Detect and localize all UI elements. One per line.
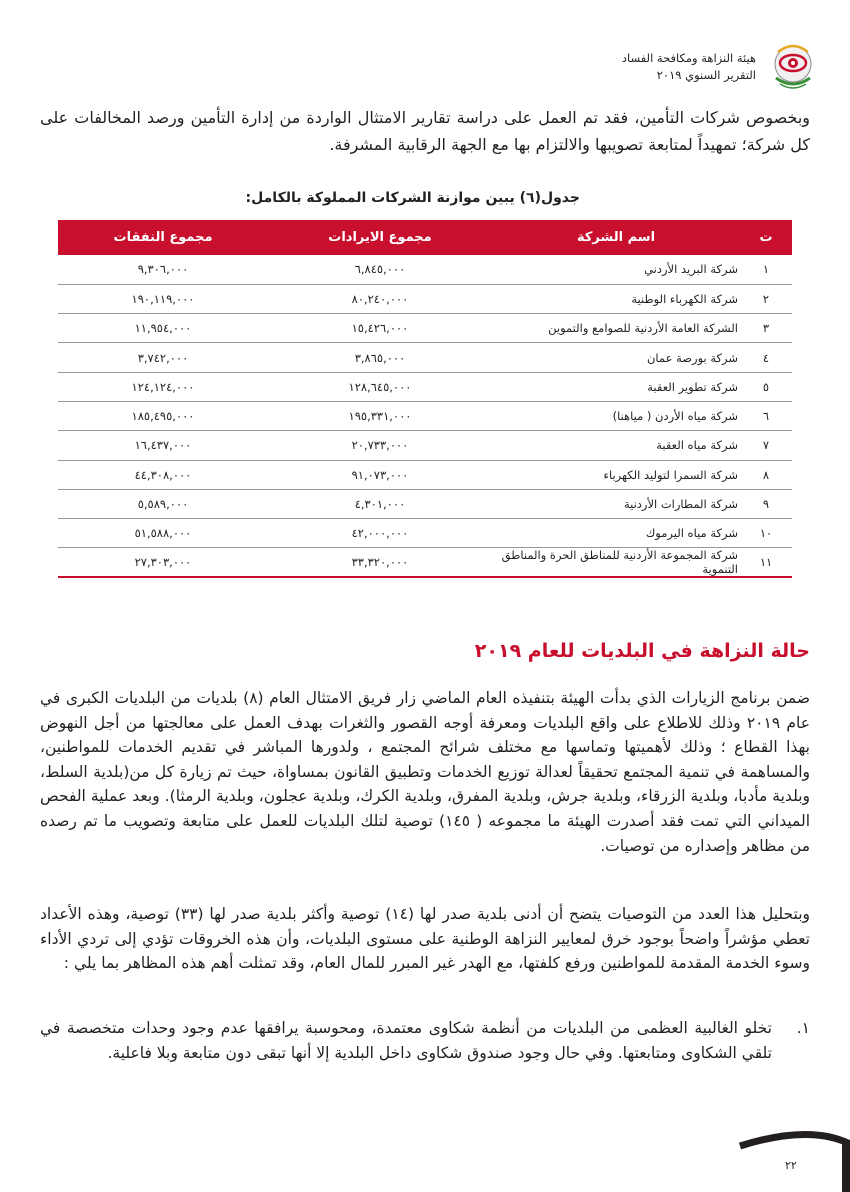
cell-number: ٩ (762, 497, 770, 512)
cell-revenue: ١٥,٤٢٦,٠٠٠ (351, 321, 409, 336)
report-title: التقرير السنوي ٢٠١٩ (656, 68, 756, 82)
cell-number: ١ (762, 262, 770, 277)
cell-expenses: ١٢٤,١٢٤,٠٠٠ (131, 379, 195, 394)
cell-company-name: شركة البريد الأردني (644, 262, 738, 277)
cell-expenses: ١٩٠,١١٩,٠٠٠ (131, 291, 195, 306)
cell-number: ٨ (762, 467, 770, 482)
commission-logo-icon (764, 38, 822, 96)
cell-company-name: شركة بورصة عمان (646, 350, 738, 365)
section-paragraph-2: وبتحليل هذا العدد من التوصيات يتضح أن أدنى بلدية صدر لها (١٤) توصية وأكثر بلدية صدر لها (٣٣) توصية، وهذه الأعداد تعطي مؤشراً واضحاً بوجود خرق لمعايير النزاهة الوطنية على مستوى البلديات، وأن هذه الخروقات تؤدي إلى تردي الأداء وسوء الخدمة المقدمة للمواطنين ورفع كلفتها، مع الهدر غير المبرر للمال العام، وقد تمثلت أهم هذه المظاهر بما يلي : (40, 905, 810, 973)
table-row (58, 401, 792, 430)
cell-company-name: شركة مياه الأردن ( مياهنا) (612, 409, 738, 424)
cell-number: ١٠ (759, 526, 773, 541)
cell-number: ٢ (762, 291, 770, 306)
cell-revenue: ١٩٥,٣٣١,٠٠٠ (348, 409, 412, 424)
column-header-revenue: مجموع الايرادات (328, 230, 432, 245)
table-row (58, 314, 792, 343)
list-item-number: ١. (796, 1019, 810, 1037)
table-row (58, 519, 792, 548)
cell-number: ٦ (762, 409, 770, 424)
cell-revenue: ٢٠,٧٣٣,٠٠٠ (351, 438, 409, 453)
section-title: حالة النزاهة في البلديات للعام ٢٠١٩ (474, 640, 810, 662)
table-row (58, 372, 792, 401)
section-paragraph-1: ضمن برنامج الزيارات الذي بدأت الهيئة بتنفيذه العام الماضي زار فريق الامتثال العام (٨) بلديات من البلديات الكبرى في عام ٢٠١٩ وذلك للاطلاع على واقع البلديات ومعرفة أوجه القصور والثغرات بهدف العمل على معالجتها من أجل النهوض بهذا القطاع ؛ وذلك لأهميتها وتماسها مع مختلف شرائح المجتمع ، ولدورها المباشر في تقديم الخدمات للمواطنين، والمساهمة في تنمية المجتمع تحقيقاً لعدالة توزيع الخدمات وتطبيق القانون بمساواة، حيث تم زيارة كل من(بلدية السلط، وبلدية مأدبا، وبلدية الزرقاء، وبلدية جرش، وبلدية المفرق، وبلدية الكرك، وبلدية عجلون، وبلدية الرمثا). وبعد عملية الفحص الميداني التي تمت فقد أصدرت الهيئة ما مجموعه ( ١٤٥) توصية لتلك البلديات للعمل على متابعة وتصويب ما تم رصده من مظاهر وإصداره من توصيات. (40, 689, 810, 855)
cell-expenses: ١٨٥,٤٩٥,٠٠٠ (131, 409, 195, 424)
table-row (58, 431, 792, 460)
intro-paragraph: وبخصوص شركات التأمين، فقد تم العمل على دراسة تقارير الامتثال الواردة من إدارة التأمين ورصد المخالفات على كل شركة؛ تمهيداً لمتابعة تصويبها والالتزام بها مع الجهة الرقابية المشرفة. (40, 108, 810, 154)
table-caption: جدول(٦) يبين موازنة الشركات المملوكة بالكامل: (245, 190, 580, 206)
page-number: ٢٢ (785, 1159, 797, 1172)
list-item-text: تخلو الغالبية العظمى من البلديات من أنظمة شكاوى معتمدة، ومحوسبة يرافقها عدم وجود وحدات متخصصة في تلقي الشكاوى ومتابعتها. وفي حال وجود صندوق شكاوى داخل البلدية إلا أنها تبقى دون متابعة وبلا فاعلية. (40, 1019, 772, 1062)
cell-revenue: ١٢٨,٦٤٥,٠٠٠ (348, 379, 412, 394)
cell-expenses: ٣,٧٤٢,٠٠٠ (137, 350, 189, 365)
cell-expenses: ٢٧,٣٠٣,٠٠٠ (134, 555, 192, 570)
list-item (40, 1016, 810, 1065)
cell-revenue: ٣٣,٣٢٠,٠٠٠ (351, 555, 409, 570)
cell-number: ٥ (762, 379, 770, 394)
page-header (622, 38, 822, 96)
cell-revenue: ٤٢,٠٠٠,٠٠٠ (351, 526, 409, 541)
cell-company-name: شركة مياه العقبة (656, 438, 738, 453)
cell-expenses: ١١,٩٥٤,٠٠٠ (134, 321, 192, 336)
column-header-company: اسم الشركة (576, 230, 656, 245)
cell-number: ٤ (762, 350, 770, 365)
table-row (58, 255, 792, 284)
table-row (58, 489, 792, 518)
cell-company-name: شركة المجموعة الأردنية للمناطق الحرة والمناطق التنموية (501, 548, 738, 577)
cell-number: ٣ (762, 321, 770, 336)
cell-revenue: ٤,٣٠١,٠٠٠ (354, 497, 406, 512)
table-row (58, 460, 792, 489)
cell-expenses: ١٦,٤٣٧,٠٠٠ (134, 438, 192, 453)
table-row (58, 548, 792, 578)
cell-revenue: ٨٠,٢٤٠,٠٠٠ (351, 291, 409, 306)
page-corner-curve (0, 1122, 850, 1192)
table-header-row (58, 220, 792, 255)
column-header-expenses: مجموع النفقات (113, 230, 213, 245)
companies-budget-table (58, 220, 792, 578)
cell-number: ٧ (762, 438, 770, 453)
organization-name: هيئة النزاهة ومكافحة الفساد (621, 51, 756, 65)
cell-expenses: ٤٤,٣٠٨,٠٠٠ (134, 467, 192, 482)
cell-revenue: ٩١,٠٧٣,٠٠٠ (351, 467, 409, 482)
table-row (58, 284, 792, 313)
cell-company-name: الشركة العامة الأردنية للصوامع والتموين (548, 321, 738, 336)
cell-expenses: ٩,٣٠٦,٠٠٠ (137, 262, 189, 277)
cell-company-name: شركة الكهرباء الوطنية (631, 291, 738, 306)
table-row (58, 343, 792, 372)
header-text (622, 50, 756, 84)
cell-company-name: شركة مياه اليرموك (645, 526, 738, 541)
cell-expenses: ٥,٥٨٩,٠٠٠ (137, 497, 189, 512)
cell-company-name: شركة المطارات الأردنية (623, 497, 738, 512)
cell-expenses: ٥١,٥٨٨,٠٠٠ (134, 526, 192, 541)
cell-number: ١١ (759, 555, 773, 570)
cell-revenue: ٣,٨٦٥,٠٠٠ (354, 350, 406, 365)
table-body (58, 255, 792, 577)
cell-company-name: شركة تطوير العقبة (647, 379, 738, 394)
cell-revenue: ٦,٨٤٥,٠٠٠ (354, 262, 406, 277)
column-header-number: ت (759, 230, 773, 245)
cell-company-name: شركة السمرا لتوليد الكهرباء (603, 467, 738, 482)
